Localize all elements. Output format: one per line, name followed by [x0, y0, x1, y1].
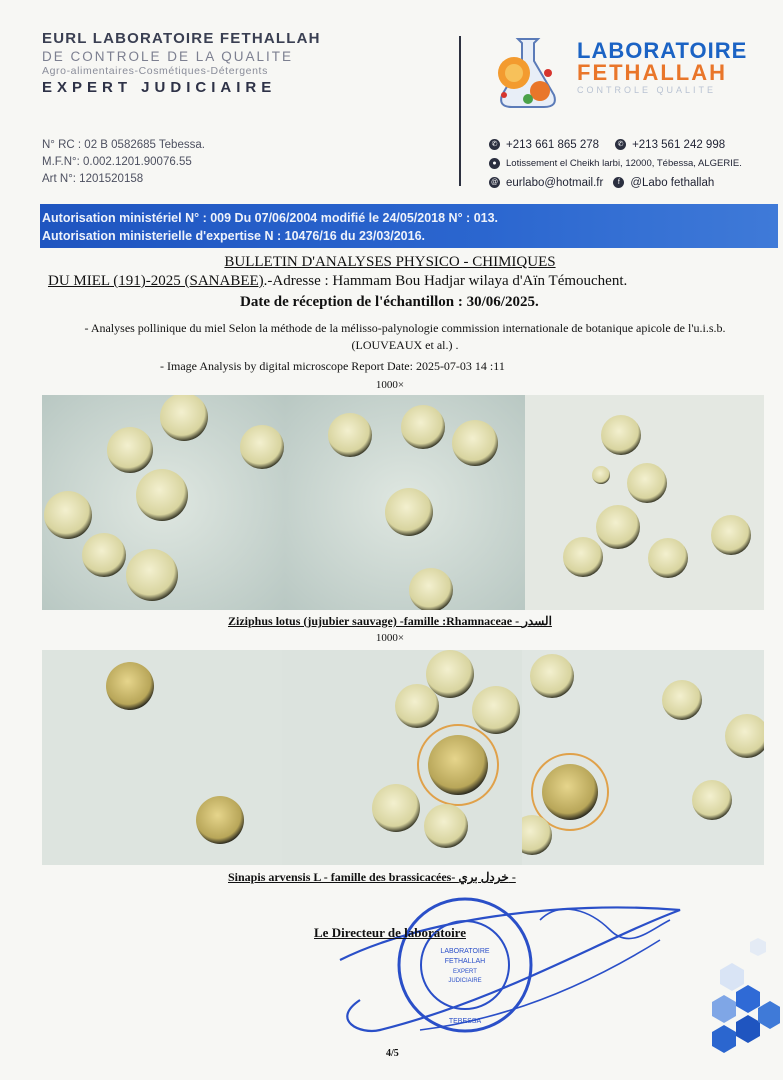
facebook-icon: f — [613, 177, 624, 188]
svg-text:FETHALLAH: FETHALLAH — [444, 958, 486, 965]
rc-number: N° RC : 02 B 0582685 Tebessa. — [42, 139, 205, 151]
laboratory-stamp — [395, 895, 535, 1035]
hexagon-decoration — [690, 930, 780, 1060]
director-label: Le Directeur de laboratoire — [314, 925, 466, 940]
micrograph-strip-ziziphus — [42, 395, 764, 610]
location-icon: ● — [489, 158, 500, 169]
magnification-1: 1000× — [375, 379, 405, 391]
whatsapp-icon: ✆ — [615, 139, 626, 150]
mf-number: M.F.N°: 0.002.1201.90076.55 — [42, 156, 192, 168]
facebook: @Labo fethallah — [630, 176, 715, 189]
reception-date: Date de réception de l'échantillon : 30/06/2025. — [240, 294, 539, 310]
micrograph-panel — [42, 650, 282, 865]
email: eurlabo@hotmail.fr — [506, 176, 604, 189]
lab-logo — [488, 33, 568, 113]
bulletin-subject — [48, 273, 768, 290]
brand-block — [577, 40, 747, 95]
contacts-block — [489, 136, 742, 193]
micrograph-panel — [285, 395, 525, 610]
authorization-line1: Autorisation ministériel N° : 009 Du 07/06/2004 modifié le 24/05/2018 N° : 013. — [42, 211, 499, 225]
sample-code: DU MIEL (191)-2025 (SANABEE) — [48, 273, 264, 289]
micrograph-panel — [282, 650, 522, 865]
authorization-line2: Autorisation ministerielle d'expertise N : 10476/16 du 23/03/2016. — [42, 229, 426, 243]
caption-sinapis: Sinapis arvensis L - famille des brassicacées- خردل بري - — [228, 870, 516, 884]
phone-1: +213 661 865 278 — [506, 138, 600, 151]
phone-2: +213 561 242 998 — [632, 138, 726, 151]
image-analysis-line: - Image Analysis by digital microscope Report Date: 2025-07-03 14 :11 — [160, 359, 505, 373]
svg-text:TEBESSA: TEBESSA — [448, 1018, 482, 1025]
company-subtitle: DE CONTROLE DE LA QUALITE — [42, 49, 294, 64]
micrograph-panel — [42, 395, 285, 610]
page-number: 4/5 — [386, 1048, 399, 1059]
svg-text:EXPERT: EXPERT — [453, 969, 477, 975]
brand-line1: LABORATOIRE — [577, 38, 748, 63]
analysis-method: - Analyses pollinique du miel Selon la méthode de la mélisso-palynologie commission internationale de botanique apicole de l'u.i.s.b. (LOUVEAUX et al.) . — [84, 321, 726, 352]
sample-address: .-Adresse : Hammam Bou Hadjar wilaya d'Aïn Témouchent. — [263, 273, 628, 289]
company-expert: EXPERT JUDICIAIRE — [42, 79, 277, 96]
caption-ziziphus: Ziziphus lotus (jujubier sauvage) -famille :Rhamnaceae - السدر — [228, 614, 552, 628]
company-header — [42, 30, 342, 96]
art-number: Art N°: 1201520158 — [42, 173, 144, 185]
brand-line2: FETHALLAH — [577, 60, 727, 85]
header-divider — [459, 36, 461, 186]
registration-info — [42, 137, 205, 188]
micrograph-panel — [525, 395, 764, 610]
micrograph-strip-sinapis — [42, 650, 764, 865]
company-sectors: Agro-alimentaires-Cosmétiques-Détergents — [42, 65, 268, 77]
magnification-2: 1000× — [375, 632, 405, 644]
email-icon: @ — [490, 179, 499, 186]
brand-line3: CONTROLE QUALITE — [577, 85, 717, 95]
authorization-band — [40, 204, 778, 248]
address: Lotissement el Cheikh larbi, 12000, Tébessa, ALGERIE. — [506, 158, 742, 169]
bulletin-title: BULLETIN D'ANALYSES PHYSICO - CHIMIQUES — [224, 254, 556, 270]
company-name: EURL LABORATOIRE FETHALLAH — [42, 30, 321, 47]
svg-text:LABORATOIRE: LABORATOIRE — [440, 948, 490, 955]
svg-text:JUDICIAIRE: JUDICIAIRE — [448, 978, 482, 984]
phone-icon: ✆ — [489, 139, 500, 150]
micrograph-panel — [522, 650, 764, 865]
